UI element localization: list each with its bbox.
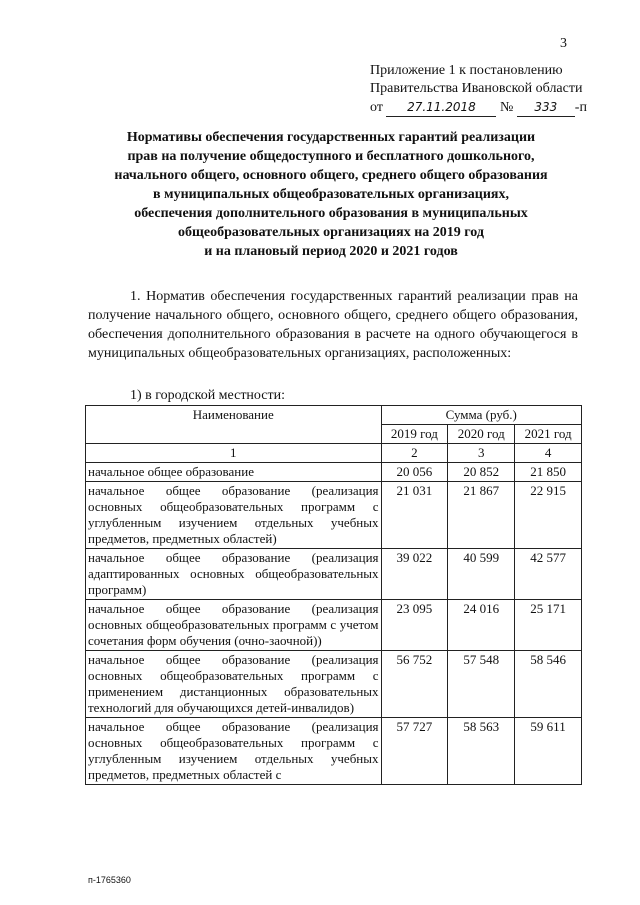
- title-line: общеобразовательных организациях на 2019 год: [178, 225, 484, 240]
- value-2019: 56 752: [381, 651, 448, 718]
- column-number: 2: [381, 444, 448, 463]
- row-name: начальное общее образование (реализация адаптированных основных общеобразовательных программ): [86, 549, 382, 600]
- paragraph-1: 1. Норматив обеспечения государственных гарантий реализации прав на получение начального общего, основного общего, среднего общего образования, обеспечения дополнительного образования в расчете на одного обучающегося в муниципальных общеобразовательных организациях, расположенных:: [88, 289, 578, 361]
- number-suffix: -п: [574, 100, 587, 115]
- table-row: [86, 482, 582, 549]
- value-2021: 22 915: [515, 482, 582, 549]
- value-2020: 20 852: [448, 463, 515, 482]
- header-year: 2021 год: [515, 425, 582, 444]
- value-2020: 21 867: [448, 482, 515, 549]
- header-year: 2019 год: [381, 425, 448, 444]
- value-2021: 25 171: [515, 600, 582, 651]
- title-line: в муниципальных общеобразовательных организациях,: [153, 187, 509, 202]
- from-label: от: [370, 100, 383, 115]
- row-name: начальное общее образование (реализация основных общеобразовательных программ с учетом сочетания форм обучения (очно-заочной)): [86, 600, 382, 651]
- number-label: №: [499, 100, 514, 115]
- value-2021: 21 850: [515, 463, 582, 482]
- footer-code: п-1765360: [88, 875, 131, 885]
- value-2021: 58 546: [515, 651, 582, 718]
- value-2019: 39 022: [381, 549, 448, 600]
- header-sum: Сумма (руб.): [381, 406, 581, 425]
- document-title: [96, 128, 566, 261]
- value-2021: 42 577: [515, 549, 582, 600]
- value-2019: 23 095: [381, 600, 448, 651]
- table-colnum-row: [86, 444, 582, 463]
- page-number: 3: [560, 36, 567, 51]
- title-line: обеспечения дополнительного образования в муниципальных: [134, 206, 528, 221]
- row-name: начальное общее образование (реализация основных общеобразовательных программ с углубленным изучением отдельных учебных предметов, предметных областей с: [86, 718, 382, 785]
- header-year: 2020 год: [448, 425, 515, 444]
- normatives-table: [85, 405, 582, 785]
- table-row: [86, 651, 582, 718]
- title-line: и на плановый период 2020 и 2021 годов: [204, 244, 458, 259]
- title-line: прав на получение общедоступного и бесплатного дошкольного,: [127, 149, 535, 164]
- title-line: начального общего, основного общего, среднего общего образования: [114, 168, 548, 183]
- column-number: 1: [86, 444, 382, 463]
- value-2019: 21 031: [381, 482, 448, 549]
- title-line: Нормативы обеспечения государственных гарантий реализации: [126, 130, 536, 145]
- column-number: 3: [448, 444, 515, 463]
- value-2021: 59 611: [515, 718, 582, 785]
- header-name: Наименование: [86, 406, 382, 444]
- value-2020: 24 016: [448, 600, 515, 651]
- column-number: 4: [515, 444, 582, 463]
- row-name: начальное общее образование (реализация основных общеобразовательных программ с применением дистанционных образовательных технологий для обучающихся детей-инвалидов): [86, 651, 382, 718]
- row-name: начальное общее образование: [86, 463, 382, 482]
- value-2019: 57 727: [381, 718, 448, 785]
- table-row: [86, 718, 582, 785]
- table-row: [86, 600, 582, 651]
- section-subheading: 1) в городской местности:: [130, 388, 285, 403]
- appendix-header-line2: Правительства Ивановской области: [370, 81, 583, 96]
- table-row: [86, 463, 582, 482]
- appendix-header-line1: Приложение 1 к постановлению: [370, 63, 563, 78]
- document-date: 27.11.2018: [386, 98, 496, 117]
- table-row: [86, 549, 582, 600]
- document-number: 333: [517, 98, 575, 117]
- value-2019: 20 056: [381, 463, 448, 482]
- value-2020: 57 548: [448, 651, 515, 718]
- appendix-date-number-line: [370, 98, 587, 117]
- row-name: начальное общее образование (реализация основных общеобразовательных программ с углубленным изучением отдельных учебных предметов, предметных областей): [86, 482, 382, 549]
- table-header-row: [86, 406, 582, 425]
- value-2020: 58 563: [448, 718, 515, 785]
- value-2020: 40 599: [448, 549, 515, 600]
